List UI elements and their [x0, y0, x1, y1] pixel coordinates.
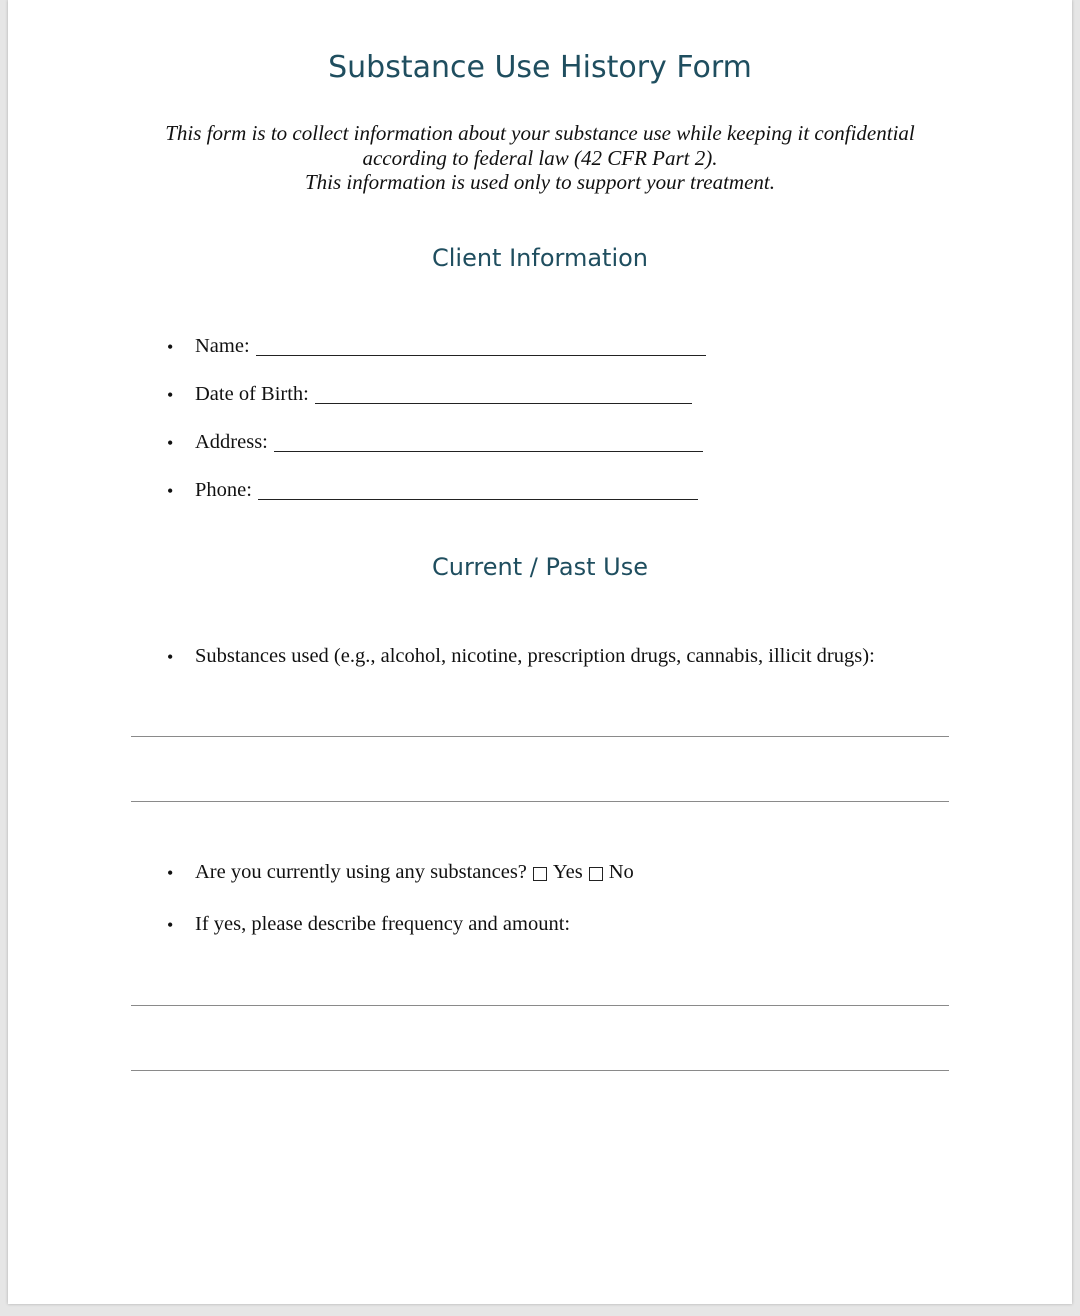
name-input-line[interactable]: [256, 337, 706, 356]
substances-used-prompt: Substances used (e.g., alcohol, nicotine, prescription drugs, cannabis, illicit drugs):: [195, 645, 875, 667]
frequency-prompt: If yes, please describe frequency and amount:: [195, 913, 571, 935]
yes-checkbox[interactable]: [533, 867, 547, 881]
substances-answer-line-2[interactable]: [131, 801, 949, 802]
name-field-row: [163, 335, 706, 358]
bullet: •: [167, 915, 174, 935]
bullet: •: [167, 647, 174, 667]
frequency-answer-line-1[interactable]: [131, 1005, 949, 1006]
intro-line-2: according to federal law (42 CFR Part 2).: [362, 145, 718, 170]
intro-line-1: This form is to collect information about your substance use while keeping it confidential: [165, 121, 915, 145]
no-label: No: [608, 861, 634, 883]
bullet: •: [167, 433, 174, 453]
date-of-birth-input-line[interactable]: [315, 385, 692, 404]
phone-input-line[interactable]: [258, 481, 698, 500]
address-input-line[interactable]: [274, 433, 703, 452]
frequency-row: [163, 913, 570, 936]
phone-label: Phone:: [195, 479, 252, 501]
date-of-birth-label: Date of Birth:: [195, 383, 309, 405]
phone-field-row: [163, 479, 698, 502]
no-checkbox[interactable]: [589, 867, 603, 881]
current-past-use-heading: Current / Past Use: [432, 553, 648, 581]
substances-used-row: [163, 645, 875, 668]
bullet: •: [167, 385, 174, 405]
form-page: [8, 0, 1072, 1304]
frequency-answer-line-2[interactable]: [131, 1070, 949, 1071]
currently-using-row: [163, 861, 634, 884]
client-information-heading: Client Information: [431, 244, 649, 272]
yes-label: Yes: [552, 861, 583, 883]
address-field-row: [163, 431, 703, 454]
intro-line-3: This information is used only to support your treatment.: [305, 170, 775, 194]
name-label: Name:: [195, 335, 250, 357]
bullet: •: [167, 337, 174, 357]
intro-text: [8, 121, 1072, 195]
date-of-birth-field-row: [163, 383, 692, 406]
bullet: •: [167, 481, 174, 501]
bullet: •: [167, 863, 174, 883]
form-title: Substance Use History Form: [328, 50, 752, 85]
address-label: Address:: [195, 431, 268, 453]
substances-answer-line-1[interactable]: [131, 736, 949, 737]
currently-using-prompt: Are you currently using any substances?: [195, 861, 527, 883]
